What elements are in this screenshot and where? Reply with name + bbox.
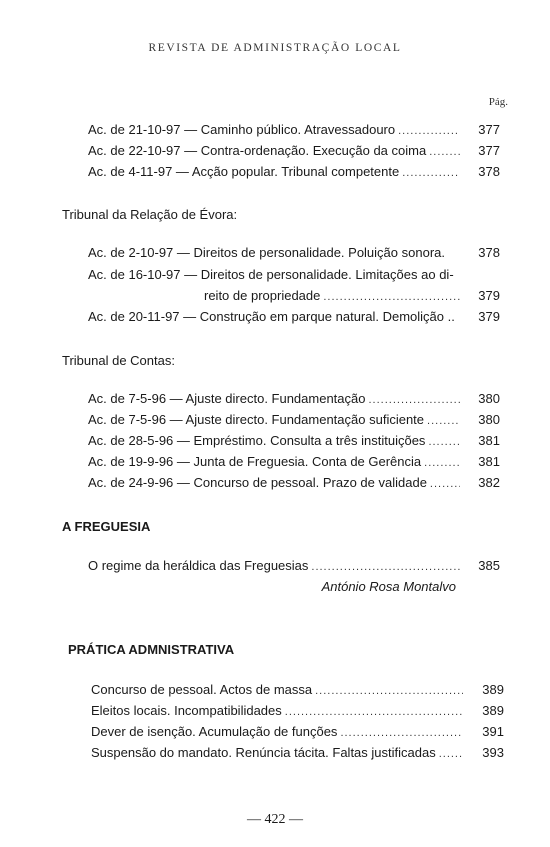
dot-leader — [427, 412, 460, 430]
toc-page-number: 385 — [478, 558, 500, 573]
toc-entry — [91, 681, 466, 699]
toc-page-number: 381 — [478, 454, 500, 469]
toc-entry-text: Ac. de 22-10-97 — Contra-ordenação. Execução da coima — [88, 143, 427, 158]
toc-page-number: 377 — [478, 143, 500, 158]
toc-entry — [88, 390, 463, 408]
toc-entry — [91, 744, 466, 762]
dot-leader — [285, 703, 463, 721]
toc-entry-text: Ac. de 4-11-97 — Acção popular. Tribunal competente — [88, 164, 400, 179]
toc-entry-text: Ac. de 20-11-97 — Construção em parque natural. Demolição .. — [88, 309, 455, 324]
toc-entry — [91, 723, 466, 741]
toc-page-number: 391 — [482, 724, 504, 739]
toc-entry — [91, 702, 466, 720]
toc-entry — [88, 244, 463, 262]
dot-leader — [430, 475, 460, 493]
toc-entry-text: Eleitos locais. Incompatibilidades — [91, 703, 282, 718]
toc-entry — [88, 432, 463, 450]
section-heading-freguesia: A FREGUESIA — [62, 519, 151, 534]
toc-entry-text: Dever de isenção. Acumulação de funções — [91, 724, 338, 739]
dot-leader — [428, 433, 460, 451]
section-heading-pratica: PRÁTICA ADMNISTRATIVA — [68, 642, 235, 657]
toc-entry-text: Ac. de 21-10-97 — Caminho público. Atravessadouro — [88, 122, 396, 137]
toc-entry — [88, 163, 463, 181]
toc-entry — [88, 453, 463, 471]
toc-page-number: 382 — [478, 475, 500, 490]
toc-entry-text: Ac. de 2-10-97 — Direitos de personalidade. Poluição sonora. — [88, 245, 445, 260]
toc-page-number: 377 — [478, 122, 500, 137]
toc-entry — [88, 474, 463, 492]
toc-page-number: 381 — [478, 433, 500, 448]
toc-page-number: 389 — [482, 703, 504, 718]
toc-entry-text: Concurso de pessoal. Actos de massa — [91, 682, 313, 697]
toc-page-number: 393 — [482, 745, 504, 760]
dot-leader — [402, 164, 460, 182]
dot-leader — [424, 454, 460, 472]
dot-leader — [439, 745, 463, 763]
toc-entry-text: Suspensão do mandato. Renúncia tácita. Faltas justificadas — [91, 745, 436, 760]
dot-leader — [323, 288, 460, 306]
article-author: António Rosa Montalvo — [321, 579, 456, 594]
toc-entry-text: Ac. de 24-9-96 — Concurso de pessoal. Prazo de validade — [88, 475, 427, 490]
toc-entry — [88, 121, 463, 139]
toc-entry-text: Ac. de 7-5-96 — Ajuste directo. Fundamentação suficiente — [88, 412, 425, 427]
dot-leader — [429, 143, 460, 161]
toc-entry — [88, 557, 463, 575]
toc-page-number: 380 — [478, 391, 500, 406]
toc-page-number: 389 — [482, 682, 504, 697]
page-column-label: Pág. — [488, 96, 508, 108]
toc-page-number: 378 — [478, 245, 500, 260]
toc-entry — [88, 142, 463, 160]
toc-page-number: 379 — [478, 309, 500, 324]
dot-leader — [398, 122, 460, 140]
running-head: REVISTA DE ADMINISTRAÇÃO LOCAL — [148, 42, 402, 54]
toc-entry — [88, 308, 463, 326]
toc-entry-text: reito de propriedade — [204, 288, 321, 303]
section-label-evora: Tribunal da Relação de Évora: — [62, 207, 238, 222]
toc-page-number: 378 — [478, 164, 500, 179]
toc-page-number: 379 — [478, 288, 500, 303]
dot-leader — [315, 682, 463, 700]
dot-leader — [340, 724, 463, 742]
page-folio: — 422 — — [247, 812, 303, 827]
toc-entry-continuation — [204, 287, 463, 305]
toc-entry — [88, 411, 463, 429]
dot-leader — [311, 558, 460, 576]
toc-entry — [88, 266, 463, 284]
dot-leader — [369, 391, 461, 409]
toc-entry-text: Ac. de 7-5-96 — Ajuste directo. Fundamentação — [88, 391, 366, 406]
toc-entry-text: Ac. de 19-9-96 — Junta de Freguesia. Conta de Gerência — [88, 454, 422, 469]
toc-page-number: 380 — [478, 412, 500, 427]
toc-entry-text: O regime da heráldica das Freguesias — [88, 558, 309, 573]
section-label-contas: Tribunal de Contas: — [62, 353, 175, 368]
toc-entry-text: Ac. de 16-10-97 — Direitos de personalidade. Limitações ao di- — [88, 267, 454, 282]
toc-entry-text: Ac. de 28-5-96 — Empréstimo. Consulta a três instituições — [88, 433, 426, 448]
